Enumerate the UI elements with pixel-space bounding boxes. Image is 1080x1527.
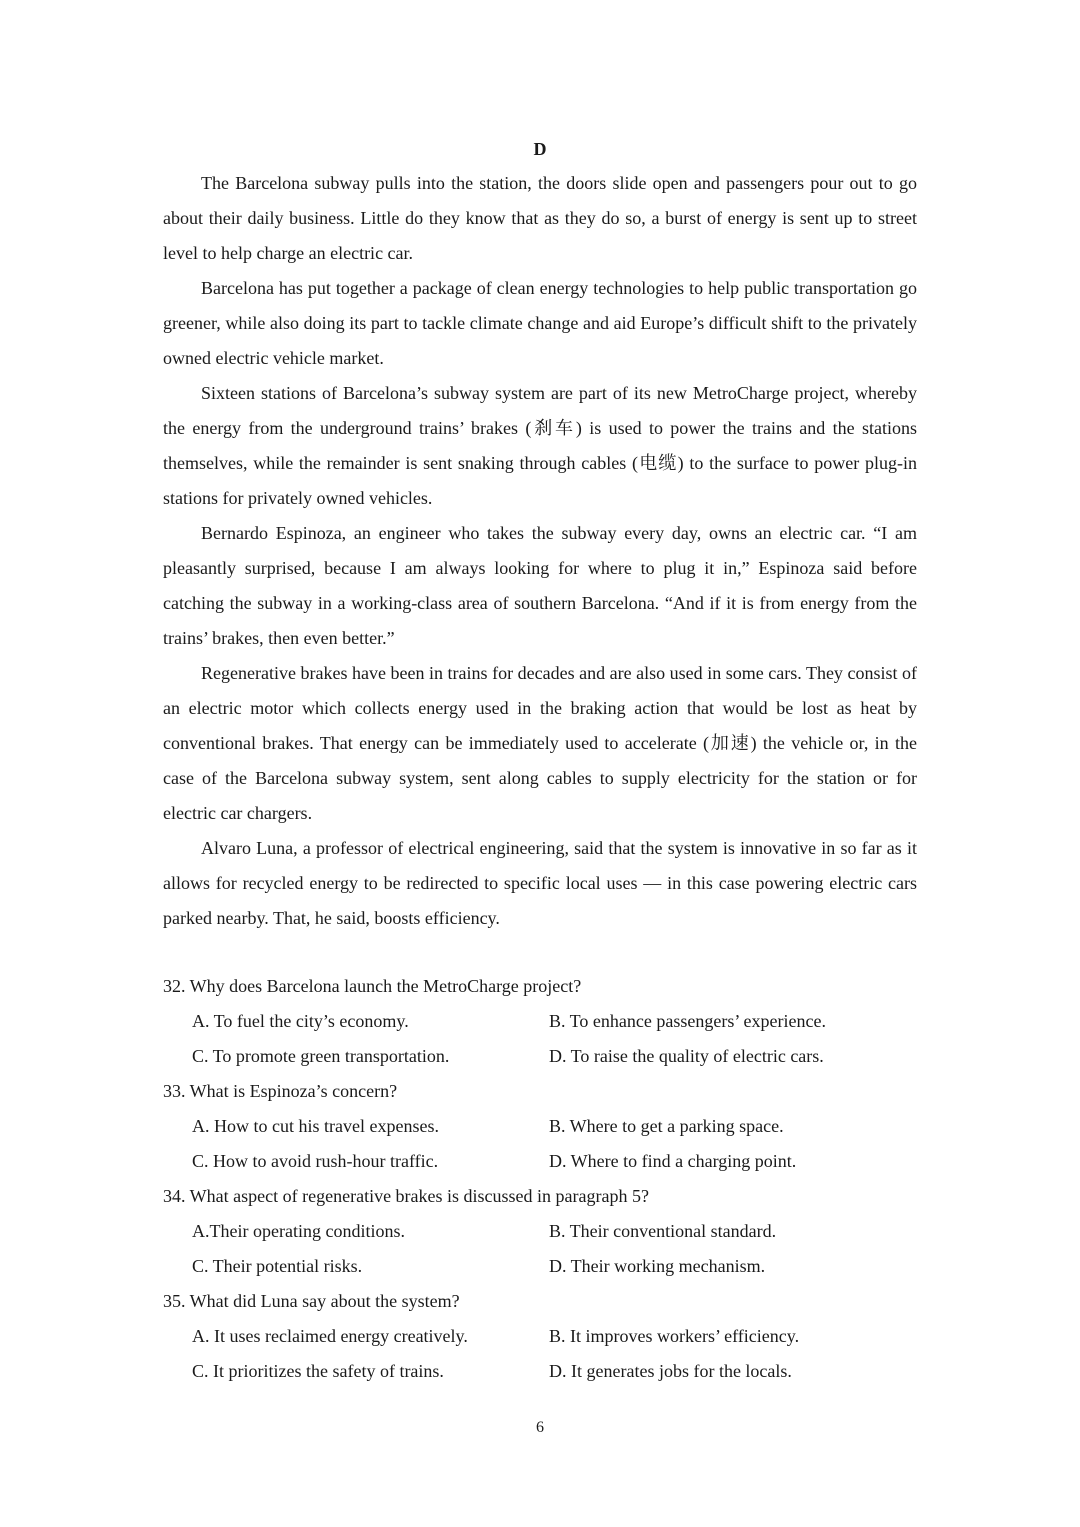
option-c: C. To promote green transportation.: [192, 1046, 450, 1066]
option-row: [163, 1249, 923, 1284]
option-d: D. Their working mechanism.: [549, 1256, 766, 1276]
question-stem: 34. What aspect of regenerative brakes is discussed in paragraph 5?: [163, 1186, 649, 1206]
option-b: B. Where to get a parking space.: [549, 1116, 784, 1136]
question-stem: 33. What is Espinoza’s concern?: [163, 1081, 398, 1101]
question-stem: 35. What did Luna say about the system?: [163, 1291, 460, 1311]
option-d: D. To raise the quality of electric cars.: [549, 1046, 824, 1066]
passage-paragraph-4: Bernardo Espinoza, an engineer who takes the subway every day, owns an electric car. “I am pleasantly surprised, because I am always looking for where to plug it in,” Espinoza said before catching the subway in a working-class area of southern Barcelona. “And if it is from energy from the trains’ brakes, then even better.”: [163, 523, 917, 648]
option-c: C. Their potential risks.: [192, 1256, 363, 1276]
question-32: [163, 969, 923, 1074]
section-title: D: [533, 139, 547, 159]
question-35: [163, 1284, 923, 1389]
option-row: [163, 1354, 923, 1389]
option-row: [163, 1214, 923, 1249]
passage-paragraph-6: Alvaro Luna, a professor of electrical engineering, said that the system is innovative in so far as it allows for recycled energy to be redirected to specific local uses — in this case powering electric cars parked nearby. That, he said, boosts efficiency.: [163, 838, 917, 928]
option-d: D. It generates jobs for the locals.: [549, 1361, 792, 1381]
option-c: C. How to avoid rush-hour traffic.: [192, 1151, 439, 1171]
option-row: [163, 1144, 923, 1179]
option-d: D. Where to find a charging point.: [549, 1151, 797, 1171]
passage-paragraph-2: Barcelona has put together a package of clean energy technologies to help public transportation go greener, while also doing its part to tackle climate change and aid Europe’s difficult shift to the privately owned electric vehicle market.: [163, 278, 917, 368]
option-row: [163, 1039, 923, 1074]
option-row: [163, 1004, 923, 1039]
option-c: C. It prioritizes the safety of trains.: [192, 1361, 444, 1381]
option-a: A.Their operating conditions.: [192, 1221, 405, 1241]
option-a: A. How to cut his travel expenses.: [192, 1116, 439, 1136]
option-b: B. Their conventional standard.: [549, 1221, 777, 1241]
option-a: A. To fuel the city’s economy.: [192, 1011, 409, 1031]
page-number: 6: [536, 1419, 544, 1436]
option-row: [163, 1319, 923, 1354]
passage-paragraph-3: Sixteen stations of Barcelona’s subway system are part of its new MetroCharge project, whereby the energy from the underground trains’ brakes (刹车) is used to power the trains and the stations themselves, while the remainder is sent snaking through cables (电缆) to the surface to power plug-in stations for privately owned vehicles.: [163, 383, 917, 508]
question-33: [163, 1074, 923, 1179]
reading-passage: [163, 166, 917, 936]
passage-paragraph-1: The Barcelona subway pulls into the station, the doors slide open and passengers pour out to go about their daily business. Little do they know that as they do so, a burst of energy is sent up to street level to help charge an electric car.: [163, 173, 917, 263]
passage-paragraph-5: Regenerative brakes have been in trains for decades and are also used in some cars. They consist of an electric motor which collects energy used in the braking action that would be lost as heat by conventional brakes. That energy can be immediately used to accelerate (加速) the vehicle or, in the case of the Barcelona subway system, sent along cables to supply electricity for the station or for electric car chargers.: [163, 663, 917, 823]
option-b: B. It improves workers’ efficiency.: [549, 1326, 800, 1346]
option-b: B. To enhance passengers’ experience.: [549, 1011, 826, 1031]
option-a: A. It uses reclaimed energy creatively.: [192, 1326, 468, 1346]
question-list: [163, 969, 923, 1389]
question-34: [163, 1179, 923, 1284]
question-stem: 32. Why does Barcelona launch the MetroCharge project?: [163, 976, 582, 996]
option-row: [163, 1109, 923, 1144]
